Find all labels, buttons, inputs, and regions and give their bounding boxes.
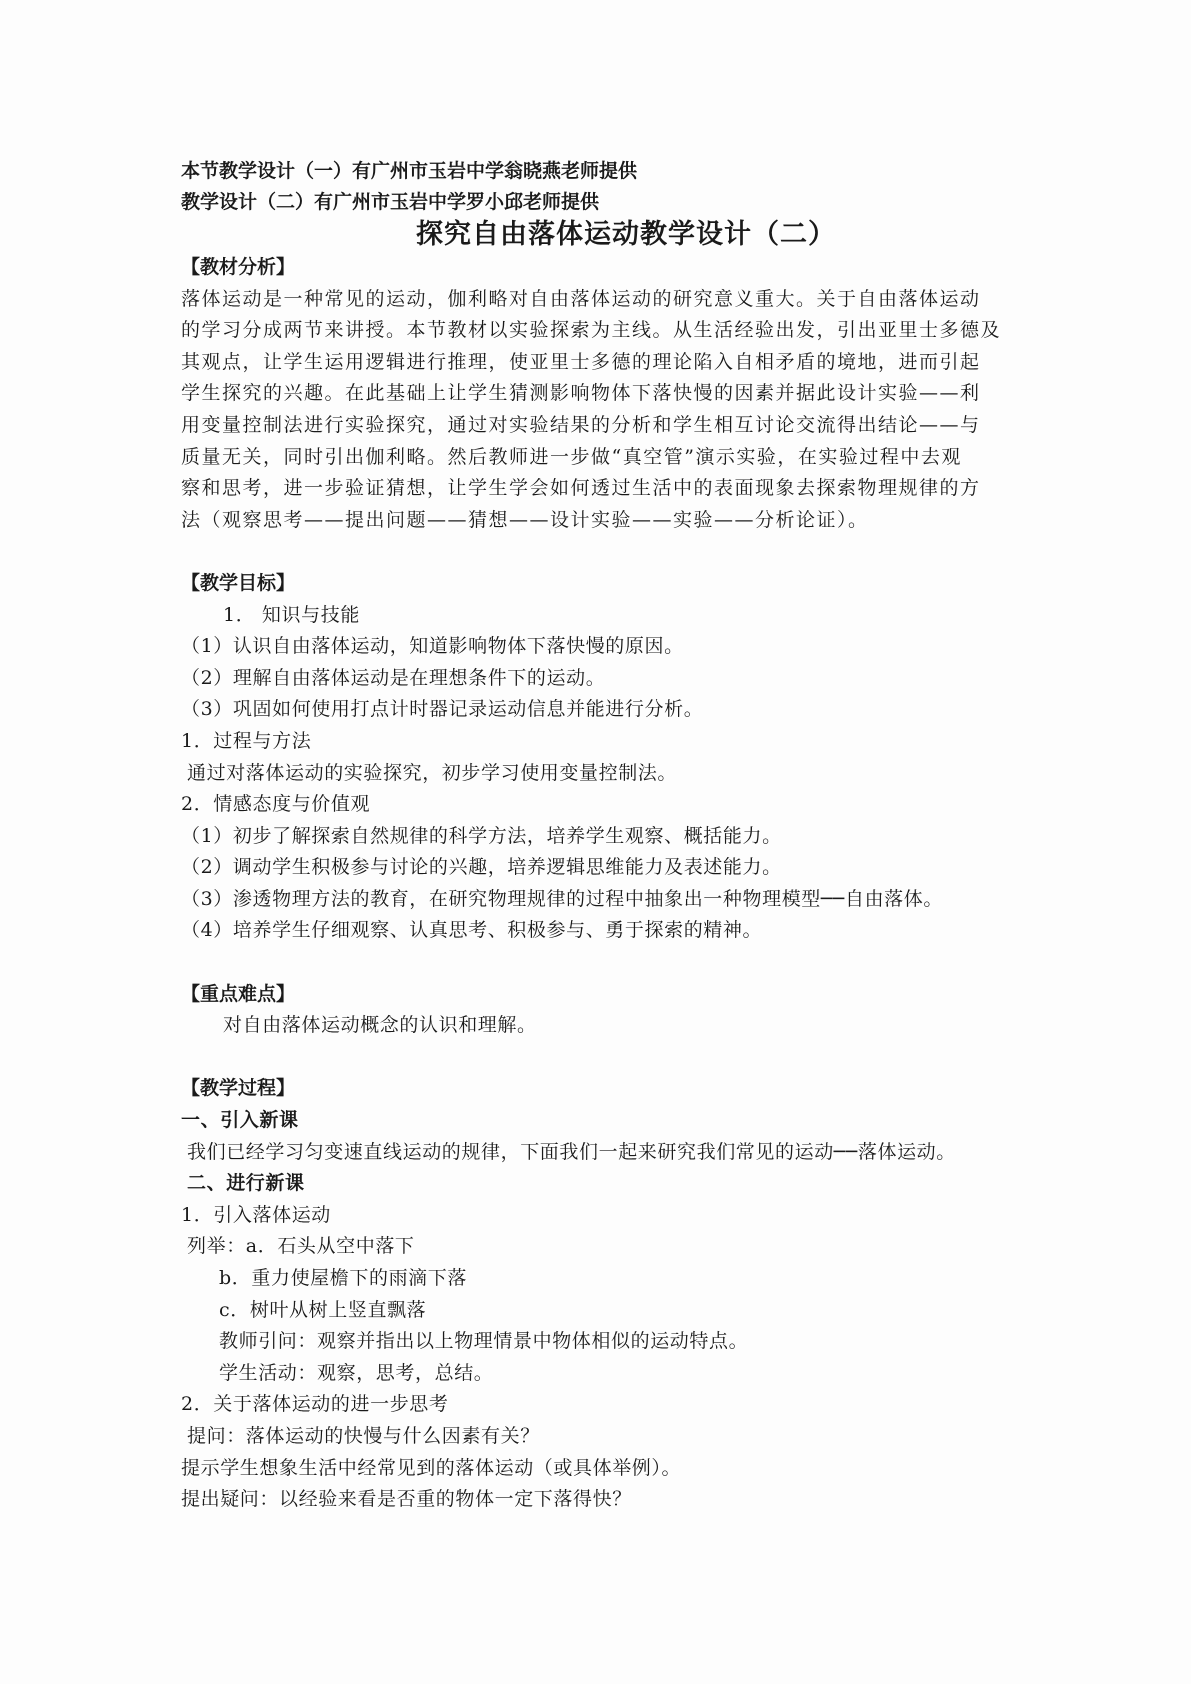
document-body	[181, 156, 1031, 1516]
objective-attitude-item: （3）渗透物理方法的教育，在研究物理规律的过程中抽象出一种物理模型──自由落体。	[181, 887, 943, 910]
process-teacher-guide: 教师引问：观察并指出以上物理情景中物体相似的运动特点。	[219, 1330, 749, 1353]
objective-attitude-item: （1）初步了解探索自然规律的科学方法，培养学生观察、概括能力。	[181, 824, 782, 847]
document-title: 探究自由落体运动教学设计（二）	[416, 219, 836, 250]
process-hint: 提示学生想象生活中经常见到的落体运动（或具体举例）。	[181, 1456, 682, 1479]
objective-process-title: 1．过程与方法	[181, 729, 312, 752]
process-step2-title: 2．关于落体运动的进一步思考	[181, 1393, 449, 1416]
section-heading-analysis: 【教材分析】	[181, 256, 296, 278]
analysis-line: 法（观察思考——提出问题——猜想——设计实验——实验——分析论证）。	[181, 508, 869, 531]
objective-attitude-item: （4）培养学生仔细观察、认真思考、积极参与、勇于探索的精神。	[181, 919, 763, 942]
spacer	[181, 947, 1031, 979]
process-example: 列举：a．石头从空中落下	[187, 1235, 415, 1258]
process-question: 提问：落体运动的快慢与什么因素有关？	[187, 1424, 540, 1447]
objective-knowledge-item: （3）巩固如何使用打点计时器记录运动信息并能进行分析。	[181, 698, 704, 721]
analysis-line: 学生探究的兴趣。在此基础上让学生猜测影响物体下落快慢的因素并据此设计实验——利	[181, 382, 981, 405]
analysis-line: 落体运动是一种常见的运动，伽利略对自由落体运动的研究意义重大。关于自由落体运动	[181, 287, 981, 310]
credit-line-1: 本节教学设计（一）有广州市玉岩中学翁晓燕老师提供	[181, 160, 638, 182]
process-doubt: 提出疑问：以经验来看是否重的物体一定下落得快？	[181, 1488, 632, 1511]
objective-knowledge-item: （1）认识自由落体运动，知道影响物体下落快慢的原因。	[181, 635, 684, 658]
process-part1-title: 一、引入新课	[181, 1109, 299, 1132]
process-part2-title: 二、进行新课	[187, 1172, 305, 1195]
objective-process-text: 通过对落体运动的实验探究，初步学习使用变量控制法。	[187, 761, 678, 784]
process-student-activity: 学生活动：观察，思考，总结。	[219, 1361, 494, 1384]
process-part1-text: 我们已经学习匀变速直线运动的规律，下面我们一起来研究我们常见的运动──落体运动。	[187, 1140, 956, 1163]
credit-line-2: 教学设计（二）有广州市玉岩中学罗小邱老师提供	[181, 191, 600, 213]
analysis-line: 的学习分成两节来讲授。本节教材以实验探索为主线。从生活经验出发，引出亚里士多德及	[181, 319, 1002, 342]
section-heading-key-points: 【重点难点】	[181, 982, 296, 1005]
objective-knowledge-item: （2）理解自由落体运动是在理想条件下的运动。	[181, 666, 606, 689]
objective-knowledge-title: 1． 知识与技能	[223, 603, 360, 626]
process-step1-title: 1．引入落体运动	[181, 1203, 331, 1226]
analysis-paragraph	[181, 284, 1031, 537]
process-example: c．树叶从树上竖直飘落	[219, 1298, 427, 1321]
section-heading-objectives: 【教学目标】	[181, 571, 296, 594]
key-points-text: 对自由落体运动概念的认识和理解。	[223, 1014, 537, 1037]
analysis-line: 质量无关，同时引出伽利略。然后教师进一步做“真空管”演示实验，在实验过程中去观	[181, 445, 962, 468]
analysis-line: 用变量控制法进行实验探究，通过对实验结果的分析和学生相互讨论交流得出结论——与	[181, 413, 981, 436]
section-heading-process: 【教学过程】	[181, 1077, 296, 1100]
spacer	[181, 536, 1031, 568]
objective-attitude-item: （2）调动学生积极参与讨论的兴趣，培养逻辑思维能力及表述能力。	[181, 856, 782, 879]
spacer	[181, 1042, 1031, 1074]
objective-attitude-title: 2．情感态度与价值观	[181, 793, 371, 816]
analysis-line: 其观点，让学生运用逻辑进行推理，使亚里士多德的理论陷入自相矛盾的境地，进而引起	[181, 350, 981, 373]
analysis-line: 察和思考，进一步验证猜想，让学生学会如何透过生活中的表面现象去探索物理规律的方	[181, 477, 981, 500]
process-example: b．重力使屋檐下的雨滴下落	[219, 1267, 467, 1289]
